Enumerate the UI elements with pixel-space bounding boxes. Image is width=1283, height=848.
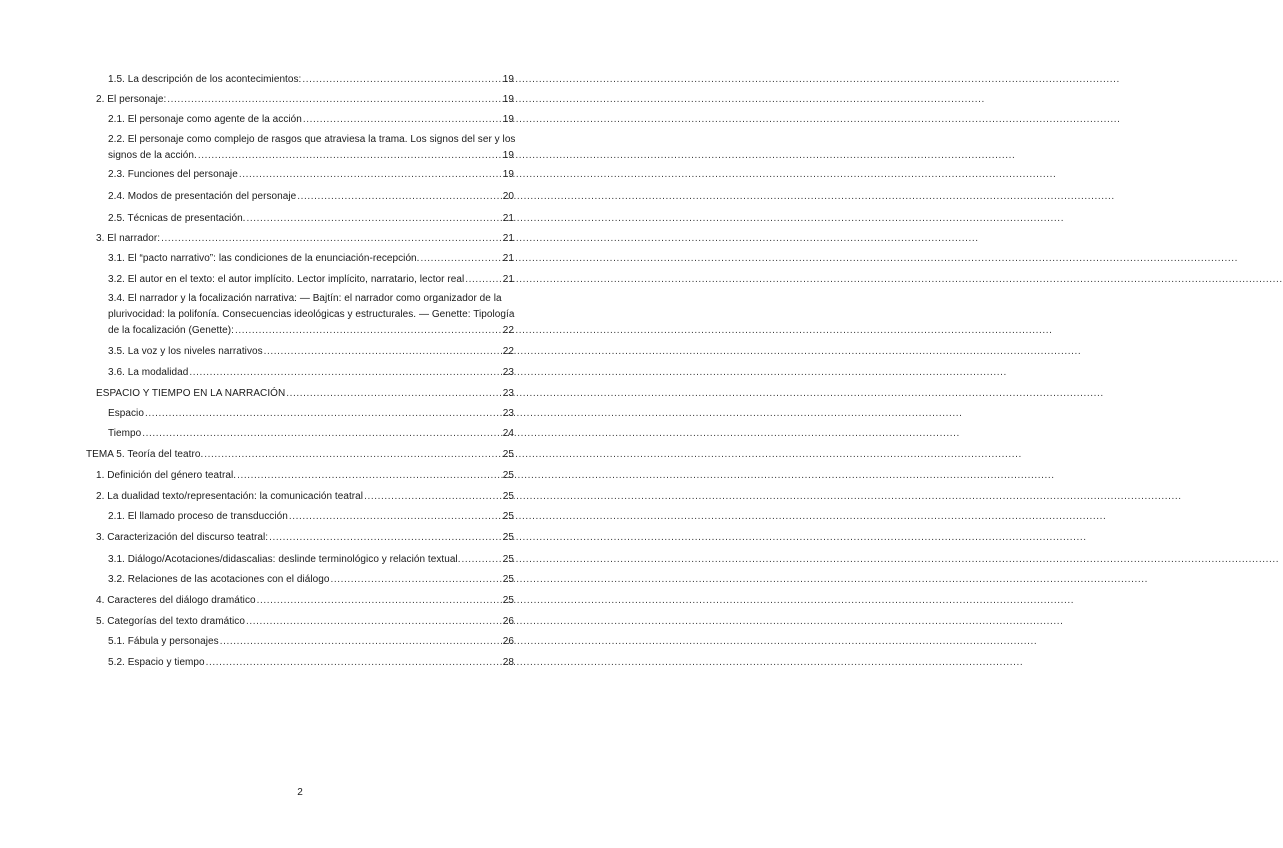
toc-entry-title: 2. La dualidad texto/representación: la comunicación teatral	[96, 491, 364, 502]
toc-entry-title-line: 3.4. El narrador y la focalización narrativa: — Bajtín: el narrador como organizador de la	[108, 293, 502, 304]
toc-entry[interactable]	[108, 72, 514, 88]
toc-entry[interactable]	[96, 614, 514, 630]
dot-leader	[330, 572, 501, 588]
toc-entry-title: 3.2. El autor en el texto: el autor implícito. Lector implícito, narratario, lector real	[108, 274, 465, 285]
toc-entry[interactable]	[96, 92, 514, 108]
table-of-contents	[0, 0, 600, 848]
toc-entry-title: 3.1. Diálogo/Acotaciones/didascalias: deslinde terminológico y relación textual.	[108, 554, 461, 565]
toc-entry-title: 5. Categorías del texto dramático	[96, 616, 245, 627]
dot-leader	[167, 92, 501, 108]
toc-entry[interactable]	[108, 291, 514, 339]
toc-entry[interactable]	[96, 593, 514, 609]
toc-entry-title: 5.2. Espacio y tiempo	[108, 657, 205, 668]
toc-page-number: 25	[502, 491, 514, 502]
toc-page-number: 26	[502, 616, 514, 627]
toc-entry[interactable]	[108, 365, 514, 381]
toc-entry[interactable]	[108, 406, 514, 422]
dot-leader	[303, 112, 502, 128]
toc-page-number: 21	[502, 213, 514, 224]
toc-page-number: 25	[502, 470, 514, 481]
toc-entry[interactable]	[108, 655, 514, 671]
toc-entry[interactable]	[108, 189, 514, 205]
toc-page-number: 25	[502, 532, 514, 543]
toc-entry-title: ESPACIO Y TIEMPO EN LA NARRACIÓN	[96, 388, 286, 399]
dot-leader	[302, 72, 501, 88]
toc-entry[interactable]	[96, 489, 514, 505]
toc-entry[interactable]	[108, 132, 514, 164]
toc-entry-title: 3.6. La modalidad	[108, 367, 189, 378]
toc-entry[interactable]	[108, 552, 514, 568]
dot-leader	[198, 148, 502, 164]
dot-leader	[239, 167, 502, 183]
toc-page-number: 25	[502, 595, 514, 606]
toc-page-number: 23	[502, 388, 514, 399]
dot-leader	[421, 251, 502, 267]
toc-entry-title: 3. El narrador:	[96, 233, 161, 244]
toc-entry-title: 3. Caracterización del discurso teatral:	[96, 532, 269, 543]
toc-entry[interactable]	[108, 251, 514, 267]
toc-entry-title: 4. Caracteres del diálogo dramático	[96, 595, 256, 606]
toc-page-number: 21	[502, 233, 514, 244]
dot-leader	[206, 655, 502, 671]
toc-entry-title: 2. El personaje:	[96, 94, 167, 105]
toc-entry-title: 1.5. La descripción de los acontecimientos:	[108, 74, 302, 85]
toc-entry[interactable]	[108, 272, 514, 288]
toc-entry-title: 3.1. El “pacto narrativo”: las condiciones de la enunciación-recepción.	[108, 253, 420, 264]
dot-leader	[145, 406, 502, 422]
toc-page-number: 24	[502, 428, 514, 439]
toc-entry[interactable]	[96, 386, 514, 402]
toc-page-number: 19	[502, 94, 514, 105]
toc-entry-title: Tiempo	[108, 428, 142, 439]
dot-leader	[264, 344, 502, 360]
toc-page-number: 21	[502, 274, 514, 285]
page-number: 2	[297, 787, 303, 798]
dot-leader	[257, 593, 502, 609]
toc-entry-title: TEMA 5. Teoría del teatro.	[86, 449, 204, 460]
toc-entry[interactable]	[108, 112, 514, 128]
toc-entry-title: Espacio	[108, 408, 144, 419]
dot-leader	[204, 447, 501, 463]
toc-entry[interactable]	[108, 211, 514, 227]
toc-entry-title: 5.1. Fábula y personajes	[108, 636, 219, 647]
toc-page-number: 22	[502, 325, 514, 336]
toc-entry-title: 1. Definición del género teatral.	[96, 470, 237, 481]
dot-leader	[462, 552, 502, 568]
toc-entry-title: 2.5. Técnicas de presentación.	[108, 213, 246, 224]
toc-entry[interactable]	[108, 167, 514, 183]
toc-entry[interactable]	[108, 509, 514, 525]
toc-page-number: 19	[502, 169, 514, 180]
toc-page-number: 19	[502, 114, 514, 125]
toc-entry-title-line: 2.2. El personaje como complejo de rasgos que atraviesa la trama. Los signos del ser y los	[108, 134, 516, 145]
dot-leader	[235, 323, 502, 339]
toc-entry[interactable]	[96, 468, 514, 484]
toc-entry-title-line: plurivocidad: la polifonía. Consecuencias ideológicas y estructurales. — Genette: Tipología	[108, 309, 515, 320]
dot-leader	[247, 211, 502, 227]
toc-entry[interactable]	[108, 572, 514, 588]
toc-entry-title-line: signos de la acción.	[108, 150, 197, 161]
toc-page-number: 20	[502, 191, 514, 202]
dot-leader	[286, 386, 502, 402]
dot-leader	[269, 530, 502, 546]
toc-page-number: 25	[502, 449, 514, 460]
toc-entry[interactable]	[108, 426, 514, 442]
toc-entry-title: 3.5. La voz y los niveles narrativos	[108, 346, 263, 357]
dot-leader	[364, 489, 502, 505]
toc-page-number: 23	[502, 408, 514, 419]
dot-leader	[189, 365, 501, 381]
toc-page-number: 19	[502, 150, 514, 161]
dot-leader	[161, 231, 502, 247]
toc-page-number: 25	[502, 554, 514, 565]
toc-entry[interactable]	[108, 634, 514, 650]
dot-leader	[237, 468, 502, 484]
toc-entry[interactable]	[96, 530, 514, 546]
toc-page-number: 28	[502, 657, 514, 668]
toc-entry-title: 2.3. Funciones del personaje	[108, 169, 238, 180]
dot-leader	[297, 189, 502, 205]
dot-leader	[289, 509, 502, 525]
toc-page-number: 26	[502, 636, 514, 647]
toc-page-number: 19	[502, 74, 514, 85]
dot-leader	[220, 634, 502, 650]
toc-entry-title-line: de la focalización (Genette):	[108, 325, 234, 336]
toc-page-number: 22	[502, 346, 514, 357]
toc-entry-title: 2.4. Modos de presentación del personaje	[108, 191, 297, 202]
dot-leader	[142, 426, 501, 442]
dot-leader	[465, 272, 502, 288]
toc-page-number: 25	[502, 511, 514, 522]
toc-page-number: 25	[502, 574, 514, 585]
toc-entry[interactable]	[96, 231, 514, 247]
dot-leader	[246, 614, 502, 630]
toc-entry[interactable]	[108, 344, 514, 360]
toc-entry-title: 3.2. Relaciones de las acotaciones con el diálogo	[108, 574, 330, 585]
toc-page-number: 23	[502, 367, 514, 378]
toc-entry[interactable]	[86, 447, 514, 463]
toc-entry-title: 2.1. El personaje como agente de la acción	[108, 114, 302, 125]
toc-page-number: 21	[502, 253, 514, 264]
toc-entry-title: 2.1. El llamado proceso de transducción	[108, 511, 288, 522]
